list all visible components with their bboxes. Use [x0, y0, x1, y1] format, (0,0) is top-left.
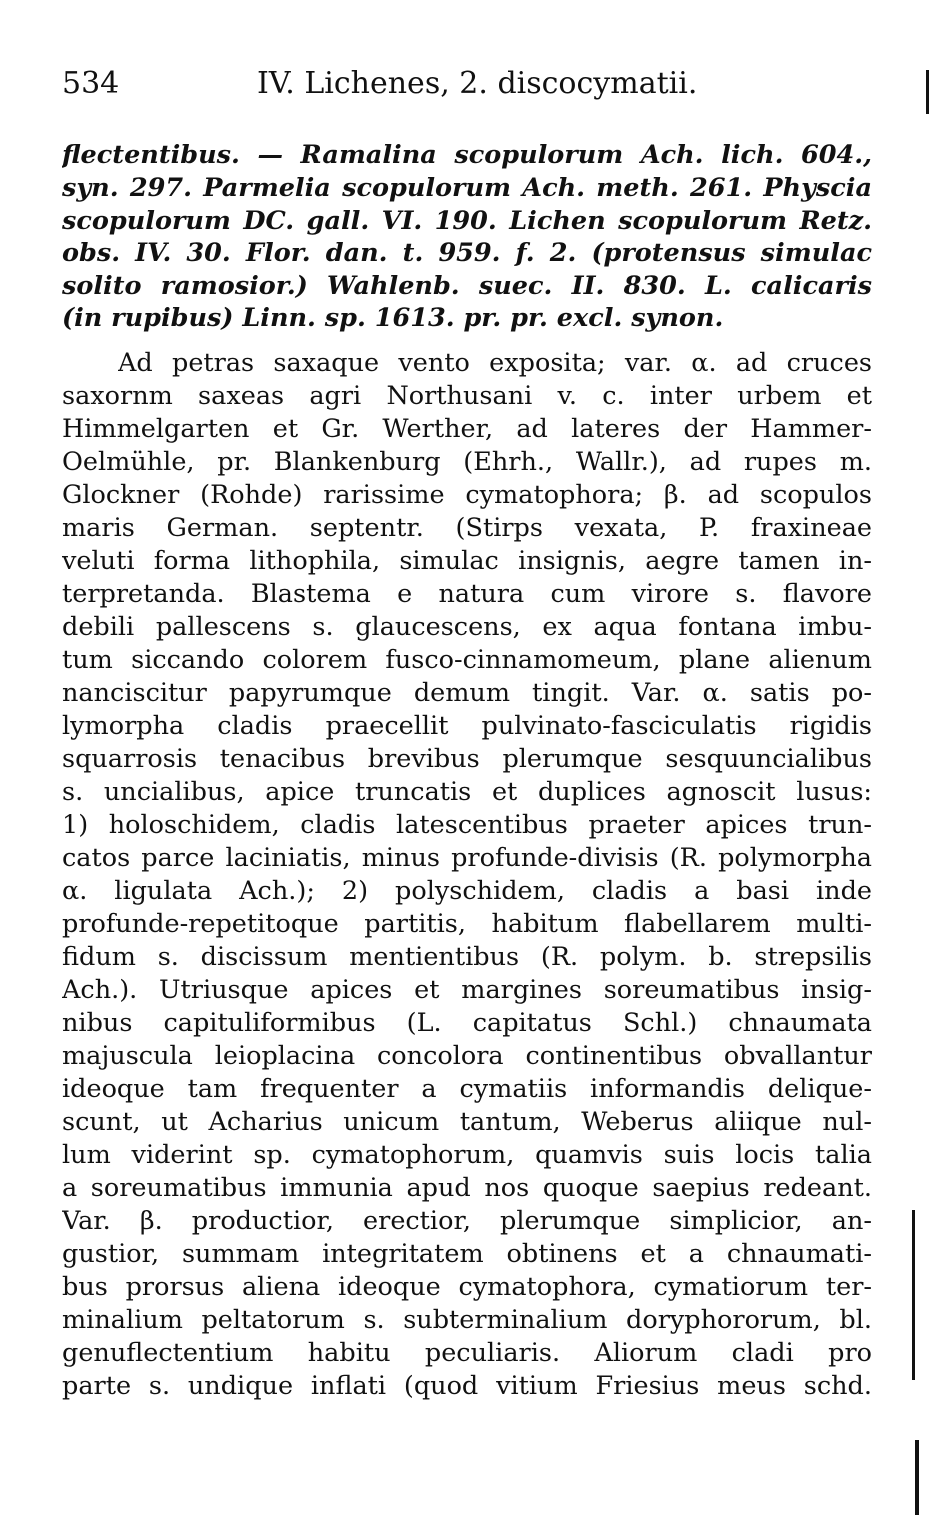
body-line: squarrosis tenacibus brevibus plerumque sesquuncialibus	[62, 744, 872, 774]
body-line: saxornm saxeas agri Northusani v. c. inter urbem et	[62, 381, 872, 411]
body-line: α. ligulata Ach.); 2) polyschidem, cladis a basi inde	[62, 876, 872, 906]
body-line: fidum s. discissum mentientibus (R. polym. b. strepsilis	[62, 942, 872, 972]
body-line: nibus capituliformibus (L. capitatus Schl.) chnaumata	[62, 1008, 872, 1038]
running-title: IV. Lichenes, 2. discocymatii.	[257, 66, 698, 101]
body-line: Himmelgarten et Gr. Werther, ad lateres der Hammer-	[62, 414, 872, 444]
body-line: nanciscitur papyrumque demum tingit. Var. α. satis po-	[62, 678, 872, 708]
body-line: Ach.). Utriusque apices et margines soreumatibus insig-	[62, 975, 872, 1005]
scan-edge-mark	[915, 1440, 919, 1515]
page-header	[62, 66, 872, 106]
body-line: parte s. undique inflati (quod vitium Friesius meus schd.	[62, 1371, 872, 1401]
synonymy-line: solito ramosior.) Wahlenb. suec. II. 830. L. calicaris	[62, 271, 872, 301]
body-line: minalium peltatorum s. subterminalium doryphororum, bl.	[62, 1305, 872, 1335]
body-line: lymorpha cladis praecellit pulvinato-fasciculatis rigidis	[62, 711, 872, 741]
body-line: 1) holoschidem, cladis latescentibus praeter apices trun-	[62, 810, 872, 840]
body-line: a soreumatibus immunia apud nos quoque saepius redeant.	[62, 1173, 872, 1203]
synonymy-line: flectentibus. — Ramalina scopulorum Ach. lich. 604.,	[62, 140, 872, 170]
body-line: maris German. septentr. (Stirps vexata, P. fraxineae	[62, 513, 872, 543]
body-line: Oelmühle, pr. Blankenburg (Ehrh., Wallr.), ad rupes m.	[62, 447, 872, 477]
body-line: scunt, ut Acharius unicum tantum, Weberus aliique nul-	[62, 1107, 872, 1137]
body-line: terpretanda. Blastema e natura cum virore s. flavore	[62, 579, 872, 609]
body-line: Var. β. productior, erectior, plerumque simplicior, an-	[62, 1206, 872, 1236]
body-line: ideoque tam frequenter a cymatiis informandis delique-	[62, 1074, 872, 1104]
body-line: lum viderint sp. cymatophorum, quamvis suis locis talia	[62, 1140, 872, 1170]
body-line: bus prorsus aliena ideoque cymatophora, cymatiorum ter-	[62, 1272, 872, 1302]
page-number: 534	[62, 66, 120, 101]
scan-edge-mark	[926, 70, 929, 114]
body-line: Ad petras saxaque vento exposita; var. α. ad cruces	[118, 348, 872, 378]
synonymy-line: (in rupibus) Linn. sp. 1613. pr. pr. excl. synon.	[62, 303, 724, 333]
body-line: debili pallescens s. glaucescens, ex aqua fontana imbu-	[62, 612, 872, 642]
body-line: catos parce laciniatis, minus profunde-divisis (R. polymorpha	[62, 843, 872, 873]
body-line: veluti forma lithophila, simulac insignis, aegre tamen in-	[62, 546, 872, 576]
synonymy-line: syn. 297. Parmelia scopulorum Ach. meth. 261. Physcia	[62, 173, 872, 203]
body-line: tum siccando colorem fusco-cinnamomeum, plane alienum	[62, 645, 872, 675]
scan-edge-mark	[912, 1210, 915, 1380]
body-line: profunde-repetitoque partitis, habitum flabellarem multi-	[62, 909, 872, 939]
body-line: majuscula leioplacina concolora continentibus obvallantur	[62, 1041, 872, 1071]
body-line: gustior, summam integritatem obtinens et a chnaumati-	[62, 1239, 872, 1269]
body-line: Glockner (Rohde) rarissime cymatophora; β. ad scopulos	[62, 480, 872, 510]
synonymy-line: obs. IV. 30. Flor. dan. t. 959. f. 2. (protensus simulac	[62, 238, 872, 268]
body-line: s. uncialibus, apice truncatis et duplices agnoscit lusus:	[62, 777, 872, 807]
synonymy-line: scopulorum DC. gall. VI. 190. Lichen scopulorum Retz.	[62, 206, 872, 236]
body-line: genuflectentium habitu peculiaris. Aliorum cladi pro	[62, 1338, 872, 1368]
